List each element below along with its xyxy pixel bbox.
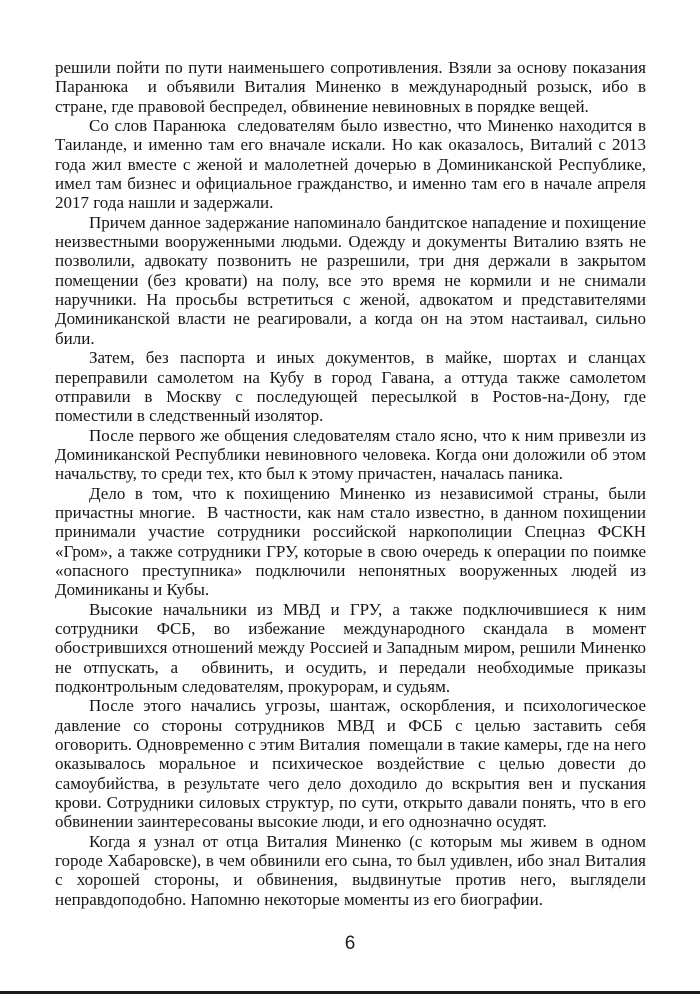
paragraph: Когда я узнал от отца Виталия Миненко (с которым мы живем в одном городе Хабаровске), в чем обвинили его сына, то был удивлен, ибо знал Виталия с хорошей стороны, и обвинения, выдвинутые против него, выглядели неправдоподобно. Напомню некоторые моменты из его биографии. [55,831,651,909]
paragraph: Со слов Паранюка следователям было известно, что Миненко находится в Таиланде, и именно там его вначале искали. Но как оказалось, Виталий с 2013 года жил вместе с женой и малолетней дочерью в Доминиканской Республике, имел там бизнес и официальное гражданство, и именно там его в начале апреля 2017 года нашли и задержали. [55,116,651,213]
paragraph: решили пойти по пути наименьшего сопротивления. Взяли за основу показания Паранюка и объявили Виталия Миненко в международный розыск, ибо в стране, где правовой беспредел, обвинение невиновных в порядке вещей. [55,58,651,116]
paragraph: После первого же общения следователям стало ясно, что к ним привезли из Доминиканской Республики невиновного человека. Когда они доложили об этом начальству, то среди тех, кто был к этому причастен, началась паника. [55,425,651,484]
page-text-block [55,58,651,909]
paragraph: После этого начались угрозы, шантаж, оскорбления, и психологическое давление со стороны сотрудников МВД и ФСБ с целью заставить себя оговорить. Одновременно с этим Виталия помещали в такие камеры, где на него оказывалось моральное и психическое воздействие с целью довести до самоубийства, в результате чего дело доходило до вскрытия вен и пускания крови. Сотрудники силовых структур, по сути, открыто давали понять, что в его обвинении заинтересованы высокие люди, и его однозначно осудят. [55,696,651,832]
paragraph: Затем, без паспорта и иных документов, в майке, шортах и сланцах переправили самолетом на Кубу в город Гавана, а оттуда также самолетом отправили в Москву с последующей пересылкой в Ростов-на-Дону, где поместили в следственный изолятор. [55,348,651,426]
paragraph: Дело в том, что к похищению Миненко из независимой страны, были причастны многие. В частности, как нам стало известно, в данном похищении принимали участие сотрудники российской наркополиции Спецназ ФСКН «Гром», а также сотрудники ГРУ, которые в свою очередь к операции по поимке «опасного преступника» подключили непонятных вооруженных людей из Доминиканы и Кубы. [55,483,651,600]
paragraph: Высокие начальники из МВД и ГРУ, а также подключившиеся к ним сотрудники ФСБ, во избежание международного скандала в момент обострившихся отношений между Россией и Западным миром, решили Миненко не отпускать, а обвинить, и осудить, и передали необходимые приказы подконтрольным следователям, прокурорам, и судьям. [55,599,651,696]
page-number: 6 [344,933,356,954]
page-bottom-border [0,991,700,994]
paragraph: Причем данное задержание напоминало бандитское нападение и похищение неизвестными вооруженными людьми. Одежду и документы Виталию взять не позволили, адвокату позвонить не разрешили, три дня держали в закрытом помещении (без кровати) на полу, все это время не кормили и не снимали наручники. На просьбы встретиться с женой, адвокатом и представителями Доминиканской власти не реагировали, а когда он на этом настаивал, сильно били. [55,212,651,348]
